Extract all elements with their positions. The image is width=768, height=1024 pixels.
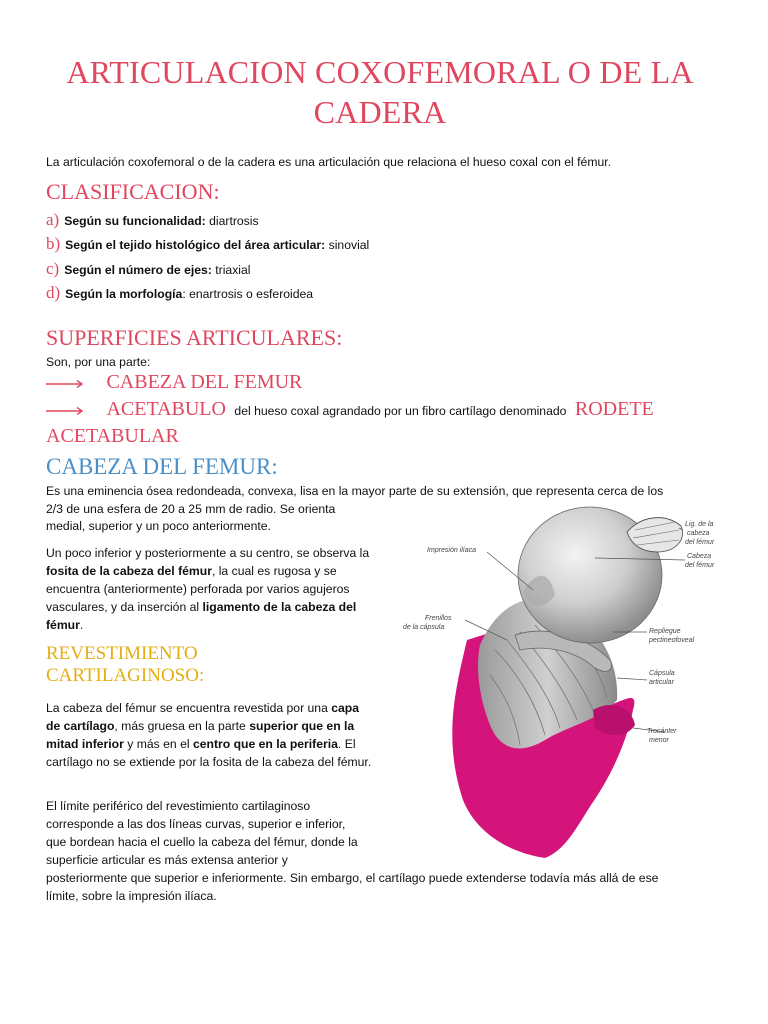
item-letter: c): [46, 259, 60, 278]
label-lig-3: del fémur: [685, 539, 715, 546]
item-label: Según el tejido histológico del área articular:: [65, 238, 326, 252]
label-lig-2: cabeza: [687, 530, 710, 537]
arrow-right-icon: [46, 379, 86, 389]
label-repliegue-1: Repliegue: [649, 628, 681, 635]
text-run: La cabeza del fémur se encuentra revestida por una: [46, 701, 332, 715]
item-letter: a): [46, 210, 60, 229]
superficies-lead: Son, por una parte:: [46, 355, 151, 369]
text-run: . El cartílago no se extiende por la fosita de la cabeza del fémur.: [46, 737, 372, 769]
heading-line: CARTILAGINOSO:: [46, 665, 205, 686]
page-title: ARTICULACION COXOFEMORAL O DE LA CADERA: [66, 54, 694, 130]
item-letter: b): [46, 234, 61, 253]
label-impresion: Impresión ilíaca: [427, 547, 477, 554]
bold-term: superior que en la mitad inferior: [46, 719, 355, 751]
revestimiento-p2-line6: límite, sobre la impresión ilíaca.: [46, 889, 217, 903]
superficie-item-cabeza: [46, 371, 302, 394]
label-cabeza-1: Cabeza: [687, 553, 712, 560]
label-frenillos-2: de la cápsula: [403, 624, 445, 631]
intro-paragraph: La articulación coxofemoral o de la cadera es una articulación que relaciona el hueso coxal con el fémur.: [46, 155, 612, 169]
cabeza-heading: CABEZA DEL FEMUR:: [46, 454, 278, 479]
ligamento-term: ligamento de la cabeza del fémur: [46, 600, 357, 632]
text-run: , más gruesa en la parte: [114, 719, 250, 733]
item-value: triaxial: [211, 263, 251, 277]
label-trocanter-2: menor: [649, 737, 669, 744]
clasificacion-item-b: [46, 232, 369, 257]
revestimiento-heading: [46, 643, 204, 687]
revestimiento-p2-line1: El límite periférico del revestimiento cartilaginoso: [46, 799, 311, 813]
label-repliegue-2: pectineofoveal: [649, 637, 695, 644]
item-value: : enartrosis o esferoidea: [182, 287, 314, 301]
clasificacion-item-a: [46, 208, 259, 233]
revestimiento-p2-line2: corresponde a las dos líneas curvas, superior e inferior,: [46, 817, 346, 831]
bold-term: capa de cartílago: [46, 701, 360, 733]
clasificacion-item-d: [46, 281, 313, 306]
acetabulo-label: ACETABULO: [106, 398, 226, 420]
item-label: Según su funcionalidad:: [64, 214, 206, 228]
acetabulo-text: del hueso coxal agrandado por un fibro cartílago denominado: [234, 404, 567, 418]
item-letter: d): [46, 283, 61, 302]
arrow-right-icon: [46, 406, 86, 416]
superficie-item-acetabulo: [46, 398, 654, 421]
item-label: Según el número de ejes:: [64, 263, 212, 277]
revestimiento-p2-line3: que bordean hacia el cuello la cabeza del fémur, donde la: [46, 835, 358, 849]
text-run: Un poco inferior y posteriormente a su centro, se observa la: [46, 546, 370, 560]
text-run: , la cual es rugosa y se encuentra (anteriormente) perforada por varios agujeros vasculares, y da inserción al: [46, 564, 350, 614]
label-cabeza-2: del fémur: [685, 562, 715, 569]
acetabular-term: ACETABULAR: [46, 425, 179, 447]
cabeza-p1-line1: Es una eminencia ósea redondeada, convexa, lisa en la mayor parte de su extensión, que representa cerca de los: [46, 484, 664, 498]
label-capsula-1: Cápsula: [649, 670, 675, 677]
label-lig-1: Lig. de la: [685, 521, 714, 528]
cabeza-p1-line3: medial, superior y un poco anteriormente.: [46, 519, 271, 533]
label-frenillos-1: Frenillos: [425, 615, 452, 622]
label-trocanter-1: Trocánter: [647, 728, 677, 735]
cabeza-p1-line2: 2/3 de una esfera de 20 a 25 mm de radio. Se orienta: [46, 502, 336, 516]
cabeza-femur-label: CABEZA DEL FEMUR: [106, 371, 303, 393]
cabeza-p2: [46, 544, 386, 634]
revestimiento-p2-line4: superficie articular es más extensa anterior y: [46, 853, 288, 867]
superficies-heading: SUPERFICIES ARTICULARES:: [46, 325, 343, 350]
rodete-term: RODETE: [574, 398, 654, 420]
text-run: y más en el: [123, 737, 193, 751]
clasificacion-item-c: [46, 257, 250, 282]
fosita-term: fosita de la cabeza del fémur: [46, 564, 212, 578]
femur-head-illustration: [395, 500, 715, 860]
heading-line: REVESTIMIENTO: [46, 643, 198, 664]
clasificacion-heading: CLASIFICACION:: [46, 179, 220, 204]
item-value: diartrosis: [205, 214, 259, 228]
label-capsula-2: articular: [649, 679, 674, 686]
bold-term: centro que en la periferia: [192, 737, 338, 751]
revestimiento-p2-line5: posteriormente que superior e inferiormente. Sin embargo, el cartílago puede extenderse todavía más allá de ese: [46, 871, 659, 885]
text-run: .: [79, 618, 84, 632]
item-label: Según la morfología: [65, 287, 183, 301]
item-value: sinovial: [325, 238, 370, 252]
revestimiento-p1: [46, 699, 376, 771]
